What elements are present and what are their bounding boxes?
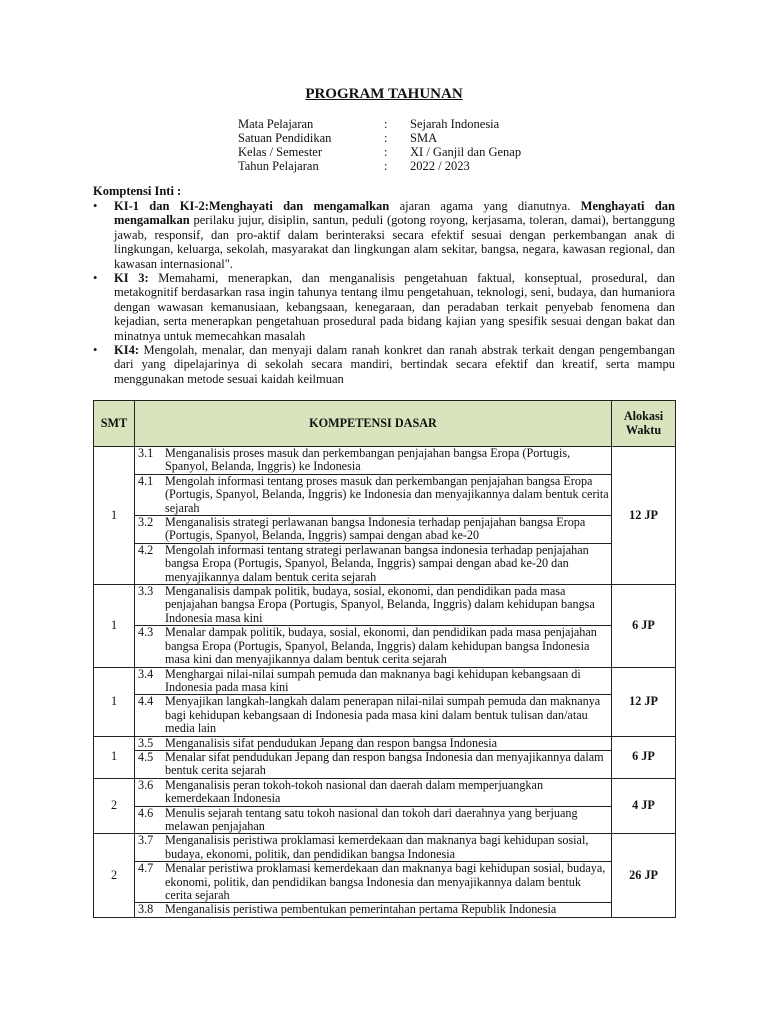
kd-item (135, 807, 611, 834)
kd-item (135, 585, 611, 626)
kd-text: Menganalisis strategi perlawanan bangsa Indonesia terhadap penjajahan bangsa Eropa (Portugis, Spanyol, Belanda, Inggris) sampai dengan abad ke-20 (165, 515, 586, 543)
kd-number: 3.3 (138, 584, 154, 599)
alokasi-waktu-cell: 4 JP (612, 778, 676, 834)
kd-text: Menyajikan langkah-langkah dalam penerapan nilai-nilai sumpah pemuda dan maknanya bagi kehidupan kebangsaan di Indonesia pada masa kini dalam bentuk tulisan dan/atau media lain (165, 694, 601, 736)
kd-item (135, 862, 611, 903)
meta-row (238, 117, 521, 131)
kd-number: 3.1 (138, 446, 154, 460)
kd-text: Menganalisis peristiwa pembentukan pemerintahan pertama Republik Indonesia (165, 902, 557, 917)
ki-bold-text: KI4: (114, 343, 139, 358)
kd-text: Mengolah informasi tentang strategi perlawanan bangsa indonesia terhadap penjajahan bangsa Eropa (Portugis, Spanyol, Belanda, Inggris) sampai dengan abad ke-20 dan menyajikannya dalam bentuk cerita sejarah (165, 542, 589, 584)
ki-list (93, 199, 675, 386)
kd-cell (135, 834, 612, 917)
kd-table-header-row (94, 401, 676, 447)
meta-colon: : (384, 159, 388, 173)
table-row (94, 447, 676, 585)
kd-number: 4.1 (138, 473, 154, 488)
meta-colon: : (384, 145, 388, 159)
kd-item (135, 737, 611, 751)
kd-text: Menalar sifat pendudukan Jepang dan respon bangsa Indonesia dan menyajikannya dalam bentuk cerita sejarah (165, 749, 604, 778)
kd-item (135, 447, 611, 475)
ki-heading: Komptensi Inti : (93, 184, 182, 198)
meta-colon: : (384, 131, 388, 145)
kd-number: 4.2 (138, 542, 154, 557)
ki-bold-text: KI 3: (114, 271, 149, 286)
smt-cell: 1 (94, 736, 135, 778)
alokasi-waktu-cell: 6 JP (612, 736, 676, 778)
kd-number: 3.4 (138, 666, 154, 681)
meta-colon: : (384, 117, 388, 131)
kd-cell (135, 585, 612, 667)
kd-text: Menganalisis proses masuk dan perkembangan penjajahan bangsa Eropa (Portugis, Spanyol, Belanda, Inggris) ke Indonesia (165, 446, 571, 474)
smt-cell: 1 (94, 447, 135, 585)
kd-number: 3.7 (138, 833, 154, 848)
kd-text: Menganalisis dampak politik, budaya, sosial, ekonomi, dan pendidikan pada masa penjajahan bangsa Eropa (Portugis, Spanyol, Belanda, Inggris) dalam kehidupan bangsa Indonesia masa kini (165, 584, 595, 625)
kd-number: 4.6 (138, 805, 154, 820)
smt-cell: 1 (94, 667, 135, 736)
alokasi-waktu-cell: 26 JP (612, 834, 676, 917)
bullet-icon: • (93, 199, 98, 213)
ki-text: perilaku jujur, disiplin, santun, peduli (gotong royong, kerjasama, toleran, damai), bertanggung jawab, responsif, dan pro-aktif dalam berinteraksi secara efektif sesuai dengan perkembangan anak di lingkungan, keluarga, sekolah, masyarakat dan lingkungan alam sekitar, bangsa, negara, kawasan regional, dan kawasan internasional". (114, 213, 675, 271)
kd-number: 3.5 (138, 735, 154, 750)
kd-item (135, 695, 611, 735)
bullet-icon: • (93, 343, 98, 358)
meta-row (238, 131, 521, 145)
kd-number: 3.8 (138, 902, 154, 917)
meta-key: Satuan Pendidikan (238, 131, 332, 145)
kd-item (135, 779, 611, 807)
kd-item (135, 668, 611, 696)
meta-key: Tahun Pelajaran (238, 159, 319, 173)
header-aw: Alokasi Waktu (612, 401, 676, 447)
meta-key: Kelas / Semester (238, 145, 323, 159)
kd-item (135, 544, 611, 584)
meta-row (238, 159, 521, 173)
ki-text: ajaran agama yang dianutnya. (389, 199, 581, 213)
kd-text: Mengolah informasi tentang proses masuk dan perkembangan penjajahan bangsa Eropa (Portugis, Spanyol, Belanda, Inggris) ke Indonesia dan menyajikannya dalam bentuk cerita sejarah (165, 473, 609, 515)
ki-text: Memahami, menerapkan, dan menganalisis pengetahuan faktual, konseptual, prosedural, dan metakognitif berdasarkan rasa ingin tahunya tentang ilmu pengetahuan, teknologi, seni, budaya, dan humaniora dengan wawasan kemanusiaan, kebangsaan, kenegaraan, dan peradaban terkait penyebab fenomena dan kejadian, serta menerapkan pengetahuan prosedural pada bidang kajian yang spesifik sesuai dengan bakat dan minatnya untuk memecahkan masalah (114, 271, 675, 343)
kd-text: Menganalisis sifat pendudukan Jepang dan respon bangsa Indonesia (165, 735, 498, 750)
kd-item (135, 626, 611, 666)
table-row (94, 834, 676, 917)
alokasi-waktu-cell: 12 JP (612, 447, 676, 585)
smt-cell: 2 (94, 778, 135, 834)
ki-bold-text: Menghayati dan mengamalkan (114, 199, 675, 228)
kd-cell (135, 736, 612, 778)
ki-item (93, 199, 675, 271)
header-smt: SMT (94, 401, 135, 447)
meta-value: 2022 / 2023 (410, 159, 470, 173)
meta-row (238, 145, 521, 159)
kd-item (135, 516, 611, 544)
table-row (94, 585, 676, 667)
kd-text: Menganalisis peran tokoh-tokoh nasional dan daerah dalam memperjuangkan kemerdekaan Indonesia (165, 777, 544, 806)
alokasi-waktu-cell: 12 JP (612, 667, 676, 736)
meta-value: SMA (410, 131, 438, 145)
kd-text: Menalar dampak politik, budaya, sosial, ekonomi, dan pendidikan pada masa penjajahan bangsa Eropa (Portugis, Spanyol, Belanda, Inggris) dalam kehidupan bangsa Indonesia masa kini dan menyajikannya dalam bentuk cerita sejarah (165, 625, 597, 667)
kd-item (135, 903, 611, 916)
kd-number: 4.7 (138, 861, 154, 876)
table-row (94, 778, 676, 834)
bullet-icon: • (93, 271, 98, 286)
kd-number: 3.2 (138, 515, 154, 530)
ki-bold-text: KI-1 dan KI-2:Menghayati dan mengamalkan (114, 199, 390, 213)
meta-value: Sejarah Indonesia (410, 117, 500, 131)
alokasi-waktu-cell: 6 JP (612, 585, 676, 667)
kd-text: Menganalisis peristiwa proklamasi kemerdekaan dan maknanya bagi kehidupan sosial, budaya, ekonomi, politik, dan pendidikan bangsa Indonesia (165, 833, 589, 861)
kd-item (135, 475, 611, 516)
ki-text: Mengolah, menalar, dan menyaji dalam ranah konkret dan ranah abstrak terkait dengan pengembangan dari yang dipelajarinya di sekolah secara mandiri, bertindak secara efektif dan kreatif, serta mampu menggunakan metode sesuai kaidah keilmuan (114, 343, 675, 386)
ki-item (93, 343, 675, 386)
meta-block (238, 117, 521, 173)
kd-table-body (94, 447, 676, 918)
kd-text: Menulis sejarah tentang satu tokoh nasional dan tokoh dari daerahnya yang berjuang melawan penjajahan (165, 805, 578, 833)
kd-number: 4.4 (138, 694, 154, 709)
kd-cell (135, 778, 612, 834)
smt-cell: 1 (94, 585, 135, 667)
header-kd: KOMPETENSI DASAR (135, 401, 612, 447)
smt-cell: 2 (94, 834, 135, 917)
kd-number: 4.5 (138, 749, 154, 764)
kd-number: 3.6 (138, 777, 154, 792)
table-row (94, 736, 676, 778)
table-row (94, 667, 676, 736)
kd-cell (135, 667, 612, 736)
kd-item (135, 834, 611, 862)
kd-text: Menalar peristiwa proklamasi kemerdekaan dan maknanya bagi kehidupan sosial, budaya, ekonomi, politik, dan pendidikan bangsa Indonesia dan menyajikannya dalam bentuk cerita sejarah (165, 861, 606, 902)
meta-key: Mata Pelajaran (238, 117, 314, 131)
kd-table (93, 400, 676, 918)
kd-text: Menghargai nilai-nilai sumpah pemuda dan maknanya bagi kehidupan kebangsaan di Indonesia pada masa kini (165, 666, 581, 694)
page-title: PROGRAM TAHUNAN (305, 86, 463, 102)
meta-value: XI / Ganjil dan Genap (410, 145, 522, 159)
ki-item (93, 271, 675, 343)
kd-number: 4.3 (138, 625, 154, 640)
kd-cell (135, 447, 612, 585)
kd-item (135, 751, 611, 778)
